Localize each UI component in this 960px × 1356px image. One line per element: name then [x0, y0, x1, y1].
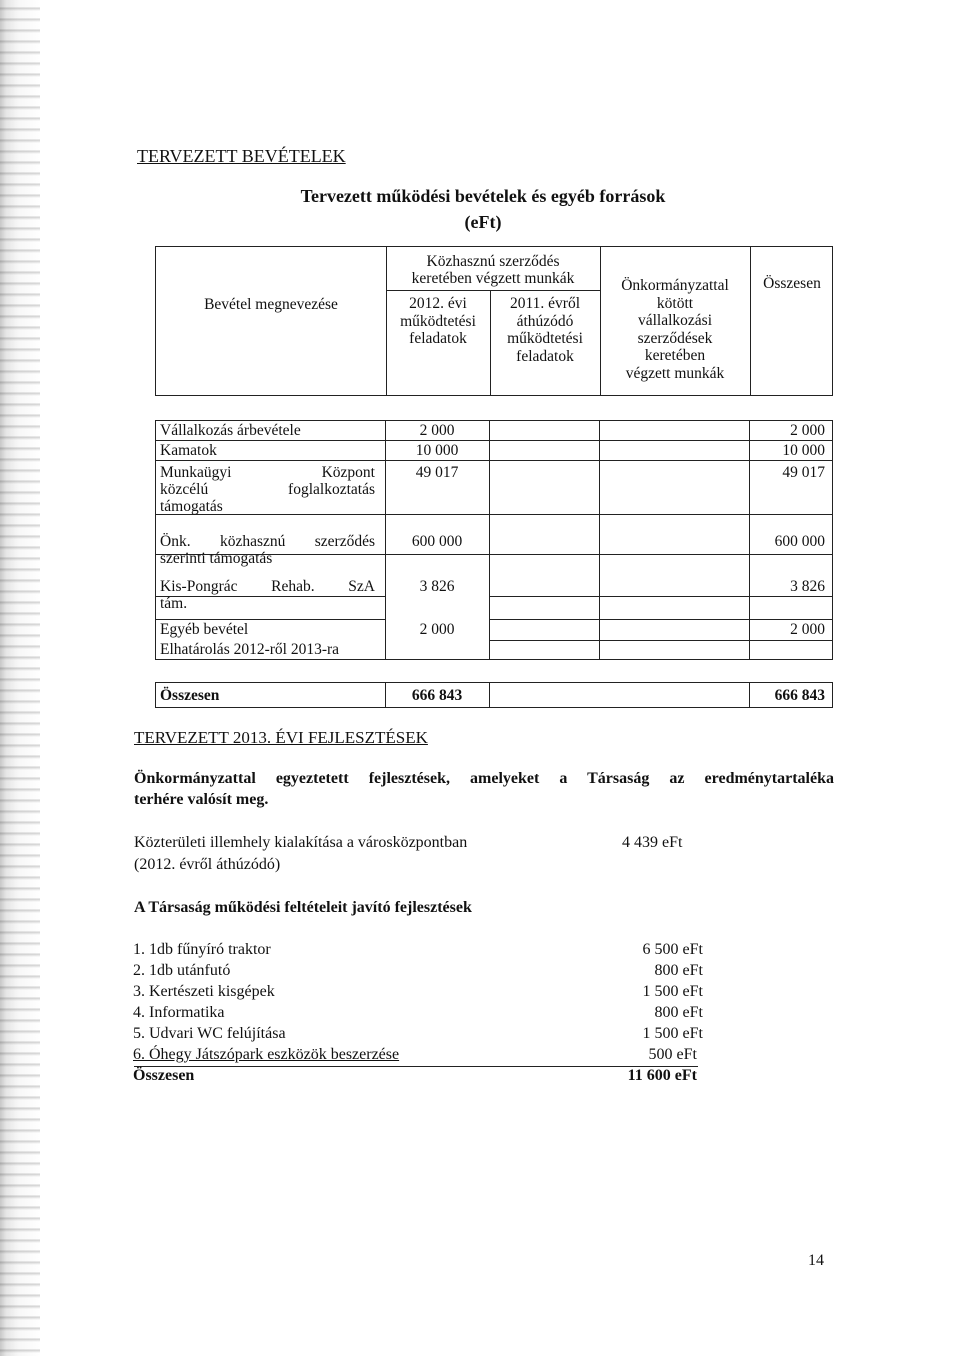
row-total: 2 000	[790, 621, 825, 638]
list-title: A Társaság működési feltételeit javító fejlesztések	[134, 899, 472, 916]
row-total: 2 000	[790, 422, 825, 439]
section-heading-revenues: TERVEZETT BEVÉTELEK	[137, 146, 346, 166]
project-line1: Közterületi illemhely kialakítása a városközpontban	[134, 834, 468, 851]
row-total: 49 017	[782, 464, 825, 481]
page-number: 14	[808, 1252, 824, 1269]
sum-label: Összesen	[160, 687, 220, 704]
header-total: Összesen	[763, 275, 821, 292]
row-value-2012: 600 000	[411, 533, 463, 550]
row-total: 3 826	[790, 578, 825, 595]
header-2011: 2011. évről áthúzódó működtetési feladatok	[507, 295, 583, 365]
header-2012: 2012. évi működtetési feladatok	[400, 295, 476, 347]
header-group-line2: keretében végzett munkák	[411, 270, 575, 287]
revenue-table-body	[155, 420, 833, 708]
list-total: Összesen 11 600 eFt	[133, 1067, 697, 1084]
list-item: 3. Kertészeti kisgépek 1 500 eFt	[133, 983, 703, 1000]
intro-line2: terhére valósít meg.	[134, 791, 269, 808]
section-heading-developments: TERVEZETT 2013. ÉVI FEJLESZTÉSEK	[134, 728, 428, 747]
revenue-table-header	[155, 246, 833, 396]
sum-value-2012: 666 843	[411, 687, 463, 704]
row-name: Önk. közhasznú szerződés szerinti támogatás	[160, 533, 375, 567]
intro-line1: Önkormányzattal egyeztetett fejlesztések, amelyeket a Társaság az eredménytartaléka	[134, 770, 834, 787]
list-item: 2. 1db utánfutó 800 eFt	[133, 962, 703, 979]
row-value-2012: 2 000	[419, 621, 455, 638]
table-unit: (eFt)	[464, 212, 502, 232]
row-value-2012: 3 826	[419, 578, 455, 595]
list-item: 1. 1db fűnyíró traktor 6 500 eFt	[133, 941, 703, 958]
row-name: Kis-Pongrác Rehab. SzA tám.	[160, 578, 375, 612]
project-amount: 4 439 eFt	[622, 834, 683, 851]
list-item: 4. Informatika 800 eFt	[133, 1004, 703, 1021]
table-title: Tervezett működési bevételek és egyéb források	[300, 186, 666, 206]
row-value-2012: 2 000	[419, 422, 455, 439]
sum-total: 666 843	[774, 687, 825, 704]
row-value-2012: 10 000	[415, 442, 459, 459]
row-name: Egyéb bevétel	[160, 621, 249, 638]
row-total: 600 000	[774, 533, 825, 550]
list-item: 6. Óhegy Játszópark eszközök beszerzése 500 eFt	[133, 1046, 697, 1063]
row-total: 10 000	[782, 442, 825, 459]
header-onkormanyzat: Önkormányzattal kötött vállalkozási szerződések keretében végzett munkák	[621, 277, 729, 382]
scan-edge-artifact	[0, 0, 40, 1356]
row-name: Kamatok	[160, 442, 217, 459]
project-line2: (2012. évről áthúzódó)	[134, 856, 281, 873]
header-name: Bevétel megnevezése	[204, 296, 338, 313]
row-name: Munkaügyi Központ közcélú foglalkoztatás támogatás	[160, 464, 375, 515]
row-name: Elhatárolás 2012-ről 2013-ra	[160, 641, 340, 658]
header-group-line1: Közhasznú szerződés	[426, 253, 560, 270]
row-name: Vállalkozás árbevétele	[160, 422, 301, 439]
row-value-2012: 49 017	[415, 464, 459, 481]
list-item: 5. Udvari WC felújítása 1 500 eFt	[133, 1025, 703, 1042]
